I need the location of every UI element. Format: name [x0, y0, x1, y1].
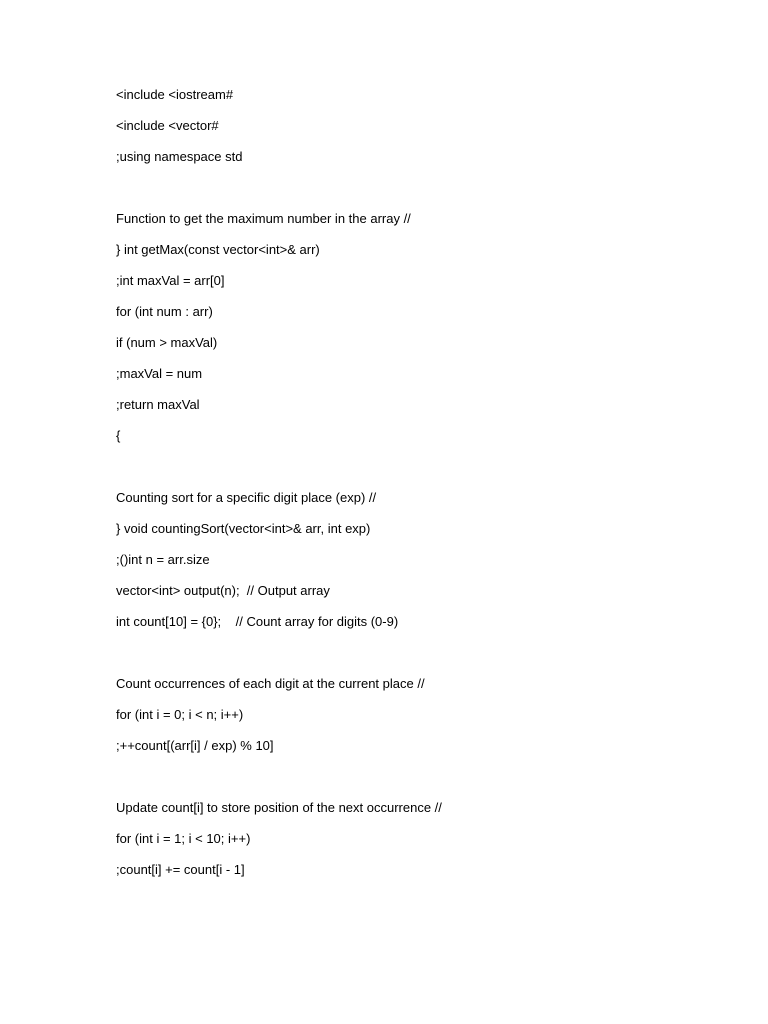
comment-line: Count occurrences of each digit at the current place //: [116, 676, 425, 691]
comment-line: Function to get the maximum number in the array //: [116, 211, 411, 226]
code-line: for (int i = 0; i < n; i++): [116, 707, 244, 722]
code-line: ;maxVal = num: [116, 366, 203, 381]
code-line: vector<int> output(n); // Output array: [116, 583, 330, 598]
comment-line: Counting sort for a specific digit place (exp) //: [116, 490, 377, 505]
code-line: for (int i = 1; i < 10; i++): [116, 831, 251, 846]
code-line: ;using namespace std: [116, 149, 243, 164]
blank-line: [116, 180, 676, 196]
code-line: ;count[i] += count[i - 1]: [116, 862, 245, 877]
comment-line: Update count[i] to store position of the next occurrence //: [116, 800, 442, 815]
code-line: if (num > maxVal): [116, 335, 218, 350]
blank-line: [116, 645, 676, 661]
blank-line: [116, 769, 676, 785]
document-body: [116, 87, 676, 893]
blank-line: [116, 459, 676, 475]
code-line: for (int num : arr): [116, 304, 213, 319]
code-line: int count[10] = {0}; // Count array for digits (0-9): [116, 614, 399, 629]
code-line: <include <iostream#: [116, 87, 234, 102]
code-line: } void countingSort(vector<int>& arr, int exp): [116, 521, 371, 536]
code-line: } int getMax(const vector<int>& arr): [116, 242, 320, 257]
code-line: ;++count[(arr[i] / exp) % 10]: [116, 738, 274, 753]
code-line: ;()int n = arr.size: [116, 552, 210, 567]
code-line: ;return maxVal: [116, 397, 200, 412]
code-line: {: [116, 428, 121, 443]
code-line: <include <vector#: [116, 118, 219, 133]
code-line: ;int maxVal = arr[0]: [116, 273, 225, 288]
